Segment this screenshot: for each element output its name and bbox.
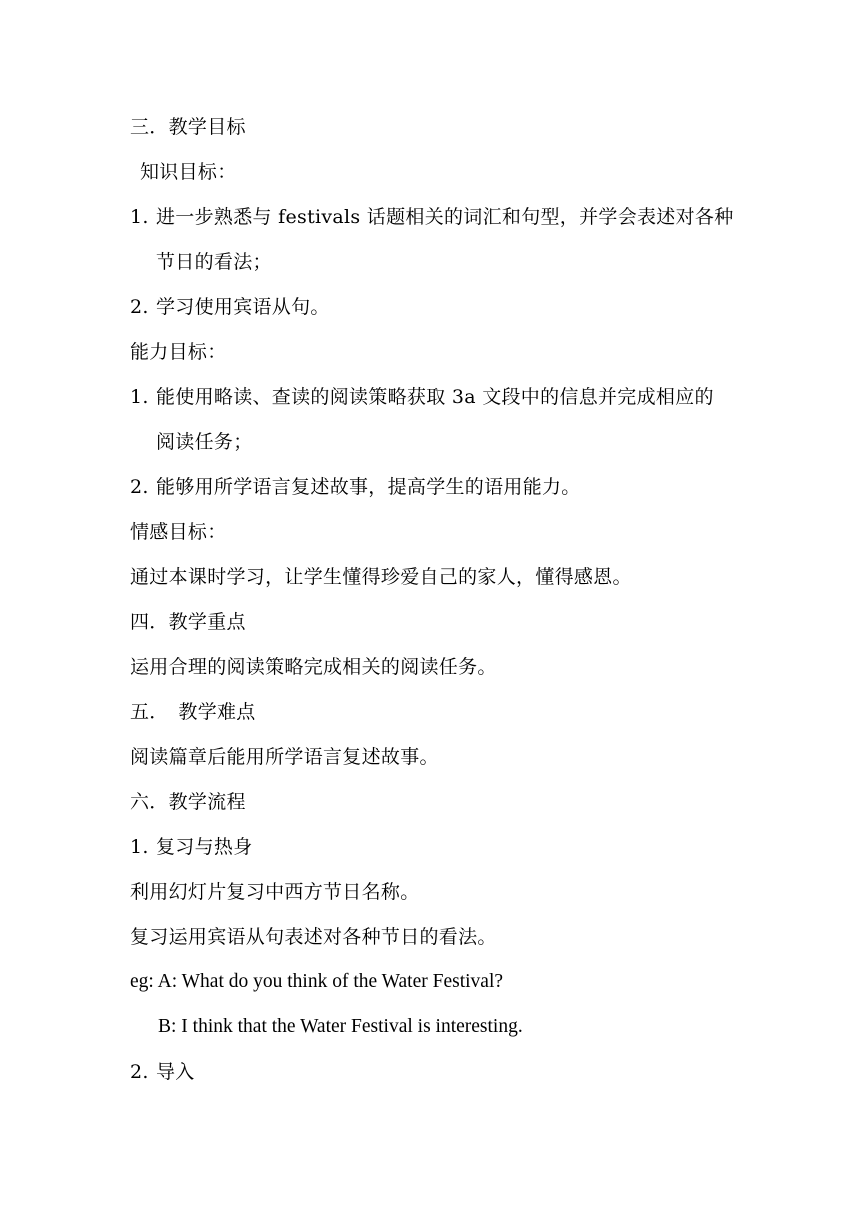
difficulties-text: 阅读篇章后能用所学语言复述故事。 [130,746,439,768]
key-points-text: 运用合理的阅读策略完成相关的阅读任务。 [130,656,497,678]
example-dialogue-b: B: I think that the Water Festival is interesting. [158,1016,523,1037]
procedure-step-1-detail-1: 利用幻灯片复习中西方节日名称。 [130,881,420,903]
list-item-text: 复习与热身 [156,836,253,858]
section-heading-objectives: 三．教学目标 [130,116,246,138]
ability-item-2 [130,471,581,503]
procedure-step-2 [130,1056,195,1088]
list-item-text: 学习使用宾语从句。 [156,296,330,318]
list-item-text: 能够用所学语言复述故事，提高学生的语用能力。 [156,476,581,498]
ability-item-1-continued: 阅读任务； [156,431,253,453]
section-heading-key-points: 四．教学重点 [130,611,246,633]
list-item-text: 能使用略读、查读的阅读策略获取 3a 文段中的信息并完成相应的 [156,386,714,408]
list-item-text: 进一步熟悉与 festivals 话题相关的词汇和句型，并学会表述对各种 [156,206,734,228]
list-number: 1. [130,206,149,228]
list-number: 1. [130,836,149,858]
subheading-emotional-objectives: 情感目标： [130,521,227,543]
knowledge-item-2 [130,291,330,323]
list-number: 2. [130,476,149,498]
example-dialogue-a: eg: A: What do you think of the Water Festival? [130,971,504,992]
knowledge-item-1 [130,201,734,233]
subheading-knowledge-objectives: 知识目标： [140,161,237,183]
section-heading-procedure: 六．教学流程 [130,791,246,813]
emotional-objective-text: 通过本课时学习，让学生懂得珍爱自己的家人，懂得感恩。 [130,566,632,588]
subheading-ability-objectives: 能力目标： [130,341,227,363]
section-heading-difficulties: 五． 教学难点 [130,701,256,723]
list-item-text: 导入 [156,1061,195,1083]
list-number: 2. [130,1061,149,1083]
procedure-step-1-detail-2: 复习运用宾语从句表述对各种节日的看法。 [130,926,497,948]
list-number: 2. [130,296,149,318]
ability-item-1 [130,381,714,413]
list-number: 1. [130,386,149,408]
procedure-step-1 [130,831,253,863]
knowledge-item-1-continued: 节日的看法； [156,251,272,273]
